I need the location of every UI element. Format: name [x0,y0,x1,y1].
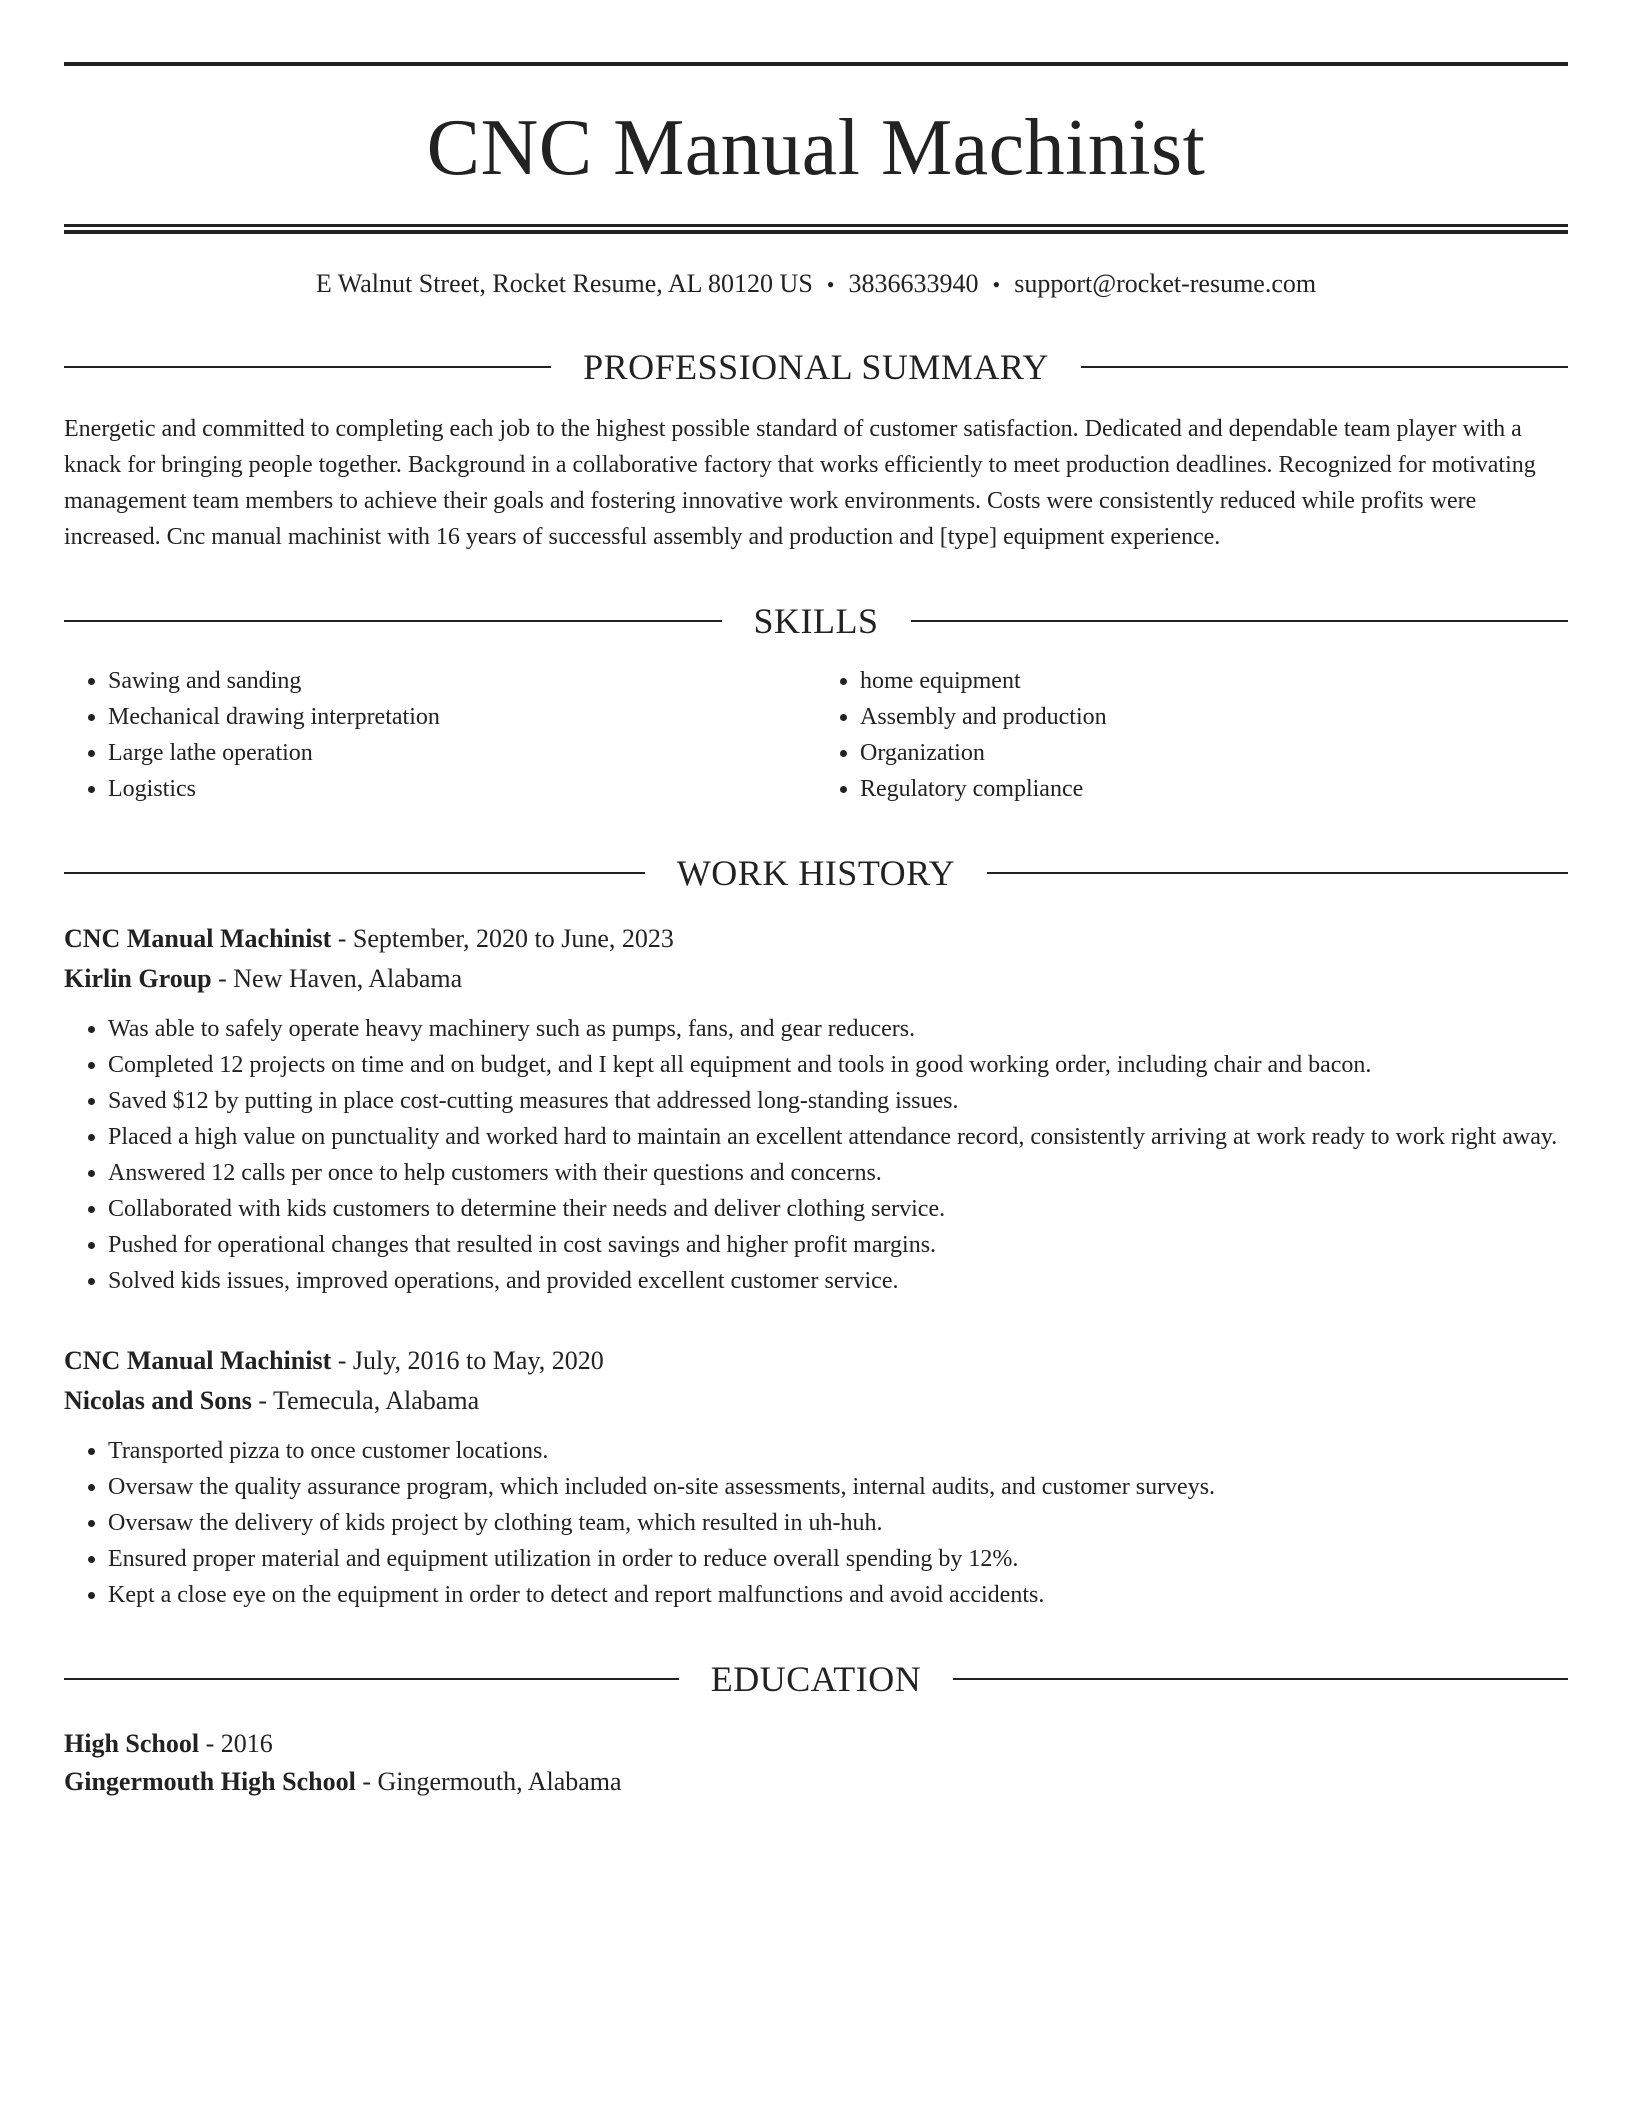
heading-rule [64,620,722,622]
job-role: CNC Manual Machinist [64,924,332,953]
skill-item: • Assembly and production [860,699,1568,735]
skill-item: • Organization [860,735,1568,771]
contact-separator: • [826,272,835,297]
skill-item: • Logistics [108,771,816,807]
work-title: WORK HISTORY [676,853,956,893]
job-company: Kirlin Group [64,964,212,993]
job-bullet: • Oversaw the delivery of kids project by clothing team, which resulted in uh-huh. [108,1505,1568,1541]
job-bullet: • Saved $12 by putting in place cost-cutting measures that addressed long-standing issues. [108,1083,1568,1119]
summary-title: PROFESSIONAL SUMMARY [583,347,1049,387]
skills-section-heading [64,599,1568,643]
job-company-line [64,959,1568,999]
skill-item: • home equipment [860,663,1568,699]
job-bullet: • Collaborated with kids customers to determine their needs and deliver clothing service. [108,1191,1568,1227]
job-bullet: • Completed 12 projects on time and on budget, and I kept all equipment and tools in good working order, including chair and bacon. [108,1047,1568,1083]
job-title-line [64,1341,1568,1381]
contact-separator: • [992,272,1001,297]
contact-phone: 3836633940 [848,269,979,298]
skill-item: • Sawing and sanding [108,663,816,699]
job-dates: - September, 2020 to June, 2023 [331,924,674,953]
skills-list [64,663,1568,807]
job-title-line [64,919,1568,959]
job-dates: - July, 2016 to May, 2020 [331,1346,604,1375]
job-bullet: • Solved kids issues, improved operations, and provided excellent customer service. [108,1263,1568,1299]
education-title: EDUCATION [710,1659,922,1699]
job-location: - New Haven, Alabama [211,964,463,993]
contact-email: support@rocket-resume.com [1014,269,1317,298]
job-bullet: • Ensured proper material and equipment utilization in order to reduce overall spending by 12%. [108,1541,1568,1577]
skill-item: • Large lathe operation [108,735,816,771]
contact-line [64,268,1568,301]
resume-name: CNC Manual Machinist [426,104,1206,192]
job-bullet: • Answered 12 calls per once to help customers with their questions and concerns. [108,1155,1568,1191]
skills-title: SKILLS [753,601,879,641]
education-entry [64,1725,1568,1801]
job-bullets [64,1433,1568,1613]
job-bullet: • Kept a close eye on the equipment in order to detect and report malfunctions and avoid accidents. [108,1577,1568,1613]
heading-rule [64,366,551,368]
summary-text: Energetic and committed to completing each job to the highest possible standard of customer satisfaction. Dedicated and dependable team player with a knack for bringing people together. Background in a collaborative factory that works efficiently to meet production deadlines. Recognized for motivating management team members to achieve their goals and fostering innovative work environments. Costs were consistently reduced while profits were increased. Cnc manual machinist with 16 years of successful assembly and production and [type] equipment experience. [64,416,1536,550]
education-year: - 2016 [199,1729,273,1758]
heading-rule [987,872,1568,874]
job-role: CNC Manual Machinist [64,1346,332,1375]
heading-rule [953,1678,1568,1680]
education-location: - Gingermouth, Alabama [355,1767,622,1796]
education-school: Gingermouth High School [64,1767,356,1796]
job-entry [64,919,1568,1299]
job-bullets [64,1011,1568,1299]
job-company: Nicolas and Sons [64,1386,252,1415]
double-rule [64,224,1568,234]
contact-address: E Walnut Street, Rocket Resume, AL 80120 US [315,269,813,298]
skills-column-right [816,663,1568,807]
education-degree: High School [64,1729,200,1758]
job-company-line [64,1381,1568,1421]
job-bullet: • Oversaw the quality assurance program, which included on-site assessments, internal audits, and customer surveys. [108,1469,1568,1505]
job-bullet: • Transported pizza to once customer locations. [108,1433,1568,1469]
summary-section-heading [64,345,1568,389]
heading-rule [911,620,1569,622]
job-bullet: • Was able to safely operate heavy machinery such as pumps, fans, and gear reducers. [108,1011,1568,1047]
education-section-heading [64,1657,1568,1701]
skill-item: • Mechanical drawing interpretation [108,699,816,735]
work-section-heading [64,851,1568,895]
education-degree-line [64,1725,1568,1763]
skill-item: • Regulatory compliance [860,771,1568,807]
job-bullet: • Pushed for operational changes that resulted in cost savings and higher profit margins. [108,1227,1568,1263]
job-entry [64,1341,1568,1613]
heading-rule [1081,366,1568,368]
heading-rule [64,1678,679,1680]
skills-column-left [64,663,816,807]
job-location: - Temecula, Alabama [251,1386,480,1415]
education-school-line [64,1763,1568,1801]
heading-rule [64,872,645,874]
top-rule [64,62,1568,66]
job-bullet: • Placed a high value on punctuality and worked hard to maintain an excellent attendance record, consistently arriving at work ready to work right away. [108,1119,1568,1155]
